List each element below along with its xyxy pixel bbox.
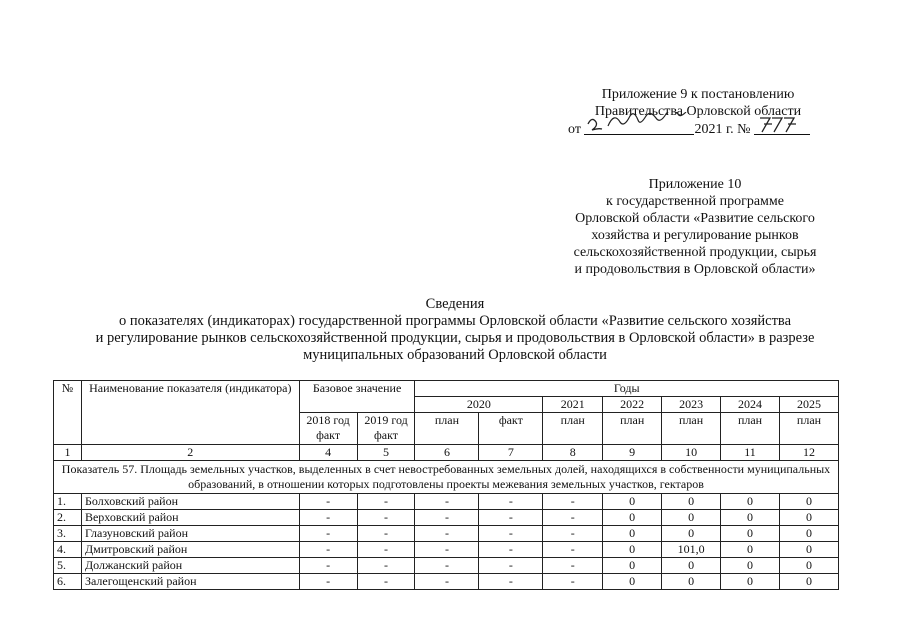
cell-value: 0 — [721, 510, 780, 526]
cell-value: - — [299, 574, 357, 590]
handwritten-number-signature — [754, 112, 810, 134]
appendix-10-line: сельскохозяйственной продукции, сырья — [573, 245, 817, 260]
table-row — [54, 542, 839, 558]
appendix-9-line-1: Приложение 9 к постановлению — [601, 87, 795, 102]
document-subtitle-line: муниципальных образований Орловской области — [303, 347, 607, 363]
cell-value: - — [543, 558, 603, 574]
cell-value: 0 — [603, 526, 662, 542]
column-number: 11 — [721, 445, 780, 461]
column-number: 4 — [299, 445, 357, 461]
cell-value: 0 — [721, 494, 780, 510]
appendix-9-date-line — [530, 120, 848, 138]
column-number: 1 — [54, 445, 82, 461]
cell-value: - — [479, 526, 543, 542]
column-number: 12 — [779, 445, 838, 461]
header-2023-plan: план — [662, 413, 721, 445]
cell-value: 0 — [662, 558, 721, 574]
cell-value: - — [415, 494, 479, 510]
cell-value: 0 — [603, 494, 662, 510]
table-row — [54, 574, 839, 590]
cell-value: - — [479, 510, 543, 526]
table-body — [54, 494, 839, 590]
header-year-2020: 2020 — [415, 397, 543, 413]
handwritten-date — [584, 120, 694, 135]
header-year-2024: 2024 — [721, 397, 780, 413]
cell-value: 0 — [721, 574, 780, 590]
header-2024-plan: план — [721, 413, 780, 445]
cell-value: 0 — [779, 510, 838, 526]
header-2020-fact: факт — [479, 413, 543, 445]
cell-value: 0 — [721, 526, 780, 542]
column-number: 2 — [81, 445, 299, 461]
header-2020-plan: план — [415, 413, 479, 445]
handwritten-number — [754, 120, 810, 135]
header-year-2023: 2023 — [662, 397, 721, 413]
cell-value: - — [479, 574, 543, 590]
cell-value: - — [299, 526, 357, 542]
header-indicator-name: Наименование показателя (индикатора) — [81, 381, 299, 445]
appendix-10-line: Орловской области «Развитие сельского — [575, 211, 815, 226]
cell-value: - — [415, 510, 479, 526]
district-name: Должанский район — [81, 558, 299, 574]
header-2025-plan: план — [779, 413, 838, 445]
header-2018-fact: 2018 год факт — [299, 413, 357, 445]
indicators-table — [53, 380, 839, 590]
cell-value: 0 — [603, 558, 662, 574]
cell-value: - — [299, 558, 357, 574]
header-2022-plan: план — [603, 413, 662, 445]
row-number: 1. — [54, 494, 82, 510]
cell-value: 0 — [721, 558, 780, 574]
column-number: 8 — [543, 445, 603, 461]
cell-value: - — [543, 542, 603, 558]
appendix-10-header — [540, 176, 850, 278]
row-number: 3. — [54, 526, 82, 542]
column-number: 6 — [415, 445, 479, 461]
header-2019-fact: 2019 год факт — [357, 413, 415, 445]
column-number: 7 — [479, 445, 543, 461]
header-year-2021: 2021 — [543, 397, 603, 413]
cell-value: - — [357, 558, 415, 574]
header-2021-plan: план — [543, 413, 603, 445]
cell-value: 0 — [662, 510, 721, 526]
row-number: 2. — [54, 510, 82, 526]
row-number: 5. — [54, 558, 82, 574]
cell-value: - — [543, 574, 603, 590]
cell-value: 0 — [662, 574, 721, 590]
document-subtitle-line: и регулирование рынков сельскохозяйственной продукции, сырья и продовольствия в Орловской области» в разрезе — [95, 330, 815, 346]
cell-value: - — [415, 574, 479, 590]
cell-value: 0 — [779, 494, 838, 510]
district-name: Залегощенский район — [81, 574, 299, 590]
cell-value: 0 — [721, 542, 780, 558]
cell-value: - — [357, 574, 415, 590]
row-number: 4. — [54, 542, 82, 558]
cell-value: 0 — [662, 494, 721, 510]
cell-value: 0 — [603, 542, 662, 558]
cell-value: - — [479, 558, 543, 574]
appendix-9-line-2: Правительства Орловской области — [594, 104, 802, 119]
cell-value: - — [479, 542, 543, 558]
table-row — [54, 558, 839, 574]
district-name: Дмитровский район — [81, 542, 299, 558]
header-base-value: Базовое значение — [299, 381, 415, 413]
appendix-9-header — [548, 86, 848, 138]
district-name: Глазуновский район — [81, 526, 299, 542]
header-no: № — [54, 381, 82, 445]
handwritten-date-signature — [584, 112, 694, 134]
row-number: 6. — [54, 574, 82, 590]
column-number: 5 — [357, 445, 415, 461]
cell-value: - — [299, 510, 357, 526]
header-year-2025: 2025 — [779, 397, 838, 413]
cell-value: 0 — [603, 574, 662, 590]
cell-value: - — [543, 494, 603, 510]
document-heading — [40, 296, 870, 364]
appendix-10-line: и продовольствия в Орловской области» — [574, 262, 816, 277]
district-name: Болховский район — [81, 494, 299, 510]
section-title: Показатель 57. Площадь земельных участков, выделенных в счет невостребованных земельных долей, находящихся в собственности муниципальных образований, в отношении которых подготовлены проекты межевания земельных участков, гектаров — [54, 461, 839, 494]
column-number: 10 — [662, 445, 721, 461]
cell-value: 101,0 — [662, 542, 721, 558]
cell-value: - — [299, 542, 357, 558]
cell-value: - — [543, 526, 603, 542]
cell-value: 0 — [662, 526, 721, 542]
cell-value: 0 — [779, 574, 838, 590]
table-row — [54, 494, 839, 510]
cell-value: - — [415, 558, 479, 574]
cell-value: 0 — [779, 542, 838, 558]
cell-value: - — [357, 526, 415, 542]
cell-value: - — [357, 494, 415, 510]
header-years: Годы — [415, 381, 839, 397]
column-number: 9 — [603, 445, 662, 461]
date-prefix: от — [568, 122, 581, 137]
cell-value: - — [299, 494, 357, 510]
appendix-10-line: Приложение 10 — [648, 177, 742, 192]
cell-value: 0 — [779, 558, 838, 574]
table-row — [54, 510, 839, 526]
appendix-10-line: к государственной программе — [606, 194, 784, 209]
column-number-row — [54, 445, 839, 461]
district-name: Верховский район — [81, 510, 299, 526]
header-year-2022: 2022 — [603, 397, 662, 413]
date-suffix: 2021 г. № — [694, 122, 751, 137]
cell-value: - — [415, 542, 479, 558]
cell-value: - — [543, 510, 603, 526]
appendix-10-line: хозяйства и регулирование рынков — [591, 228, 799, 243]
cell-value: 0 — [603, 510, 662, 526]
cell-value: - — [415, 526, 479, 542]
cell-value: - — [357, 510, 415, 526]
document-title: Сведения — [425, 296, 485, 312]
table-row — [54, 526, 839, 542]
section-row — [54, 461, 839, 494]
cell-value: - — [357, 542, 415, 558]
cell-value: - — [479, 494, 543, 510]
document-subtitle-line: о показателях (индикаторах) государственной программы Орловской области «Развитие сельского хозяйства — [118, 313, 792, 329]
cell-value: 0 — [779, 526, 838, 542]
